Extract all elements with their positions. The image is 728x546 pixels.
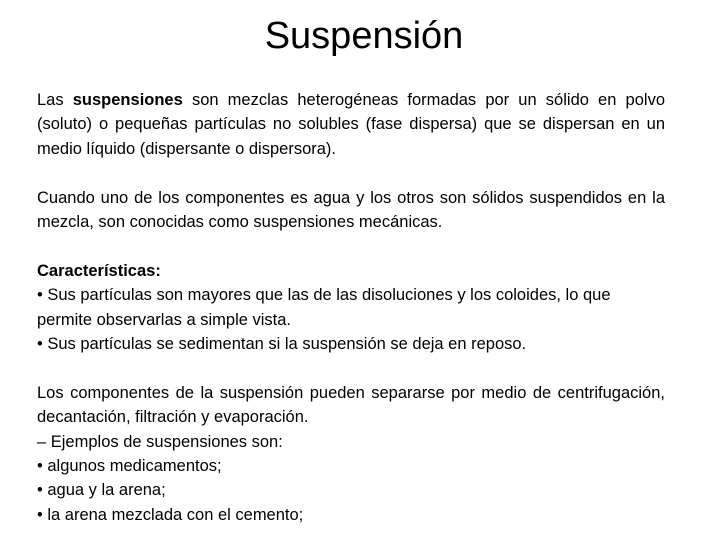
separation-paragraph: Los componentes de la suspensión pueden separarse por medio de centrifugación, decantación, filtración y evaporación. [37,383,665,427]
intro-paragraph [37,88,665,161]
characteristics-heading: Características: [37,261,161,280]
mechanical-paragraph: Cuando uno de los componentes es agua y los otros son sólidos suspendidos en la mezcla, son conocidas como suspensiones mecánicas. [37,188,665,232]
example-item: • algunos medicamentos; [37,457,222,476]
examples-heading: – Ejemplos de suspensiones son: [37,432,283,451]
paragraph-gap [37,234,665,258]
example-item: • agua y la arena; [37,481,166,500]
characteristics-item: • Sus partículas son mayores que las de las disoluciones y los coloides, lo que permite observarlas a simple vista. [37,286,611,329]
intro-rest: son mezclas heterogéneas formadas por un sólido en polvo (soluto) o pequeñas partículas no solubles (fase dispersa) que se dispersan en un medio líquido (dispersante o dispersora). [37,91,665,158]
paragraph-gap [37,161,665,185]
slide-body [37,88,665,527]
example-item: • la arena mezclada con el cemento; [37,505,304,524]
intro-bold-term: suspensiones [72,91,183,109]
slide-title: Suspensión [264,15,464,57]
intro-prefix: Las [37,91,73,109]
paragraph-gap [37,356,665,380]
characteristics-item: • Sus partículas se sedimentan si la suspensión se deja en reposo. [37,335,527,354]
